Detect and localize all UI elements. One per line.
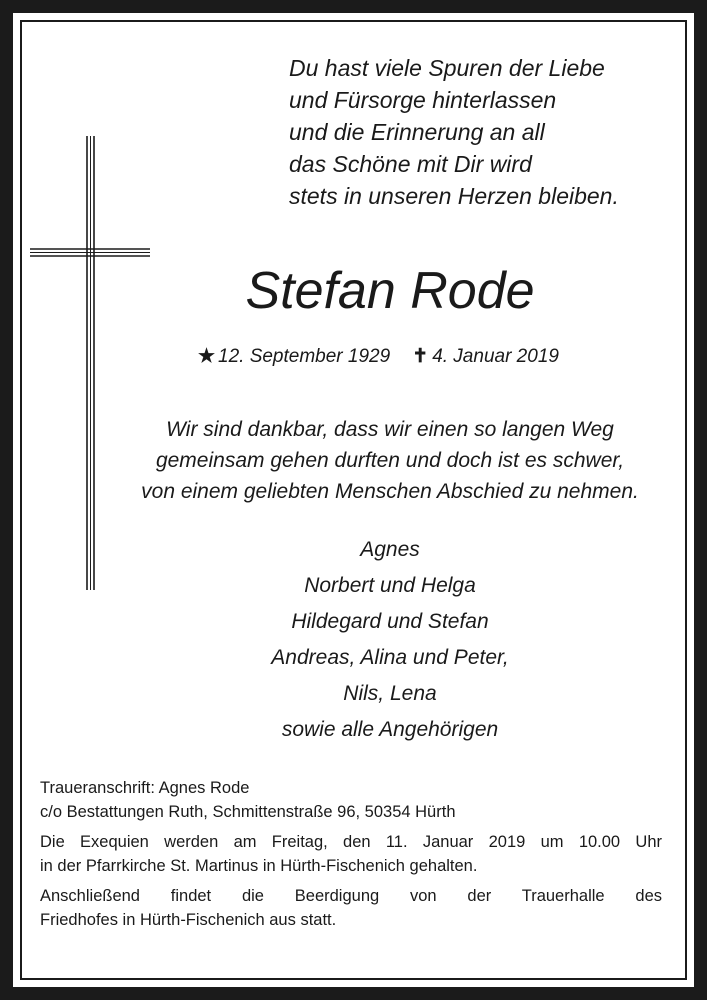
poem-line: und Fürsorge hinterlassen xyxy=(289,87,557,113)
poem-line: Du hast viele Spuren der Liebe xyxy=(289,55,605,81)
gratitude-line: von einem geliebten Menschen Abschied zu nehmen. xyxy=(141,480,639,503)
burial-notice xyxy=(40,884,662,932)
family-member: Agnes xyxy=(360,538,420,561)
poem-line: stets in unseren Herzen bleiben. xyxy=(289,183,619,209)
gratitude-line: gemeinsam gehen durften und doch ist es schwer, xyxy=(155,449,625,472)
burial-line: Anschließend findet die Beerdigung von der Trauerhalle des xyxy=(40,887,662,905)
double-line-cross-icon xyxy=(30,136,150,590)
star-icon: ★ xyxy=(198,346,216,367)
life-dates xyxy=(198,343,559,371)
death-date: 4. Januar 2019 xyxy=(432,346,559,367)
cross-icon: ✝ xyxy=(412,346,429,367)
mourning-address xyxy=(40,776,662,824)
memorial-poem xyxy=(289,52,669,212)
gratitude-text xyxy=(110,414,670,507)
address-line: c/o Bestattungen Ruth, Schmittenstraße 96, 50354 Hürth xyxy=(40,803,456,821)
family-member: Andreas, Alina und Peter, xyxy=(271,646,509,669)
address-line: Traueranschrift: Agnes Rode xyxy=(40,779,250,797)
exequies-line: in der Pfarrkirche St. Martinus in Hürth-Fischenich gehalten. xyxy=(40,857,478,875)
family-member: Nils, Lena xyxy=(343,682,437,705)
poem-line: und die Erinnerung an all xyxy=(289,119,545,145)
burial-line: Friedhofes in Hürth-Fischenich aus statt. xyxy=(40,911,337,929)
exequies-notice xyxy=(40,830,662,878)
family-member: sowie alle Angehörigen xyxy=(281,718,499,741)
gratitude-line: Wir sind dankbar, dass wir einen so langen Weg xyxy=(166,418,614,441)
deceased-name: Stefan Rode xyxy=(245,262,535,320)
funeral-info xyxy=(40,776,662,938)
exequies-line: Die Exequien werden am Freitag, den 11. Januar 2019 um 10.00 Uhr xyxy=(40,833,662,851)
family-member: Norbert und Helga xyxy=(304,574,476,597)
family-list xyxy=(200,532,580,748)
family-member: Hildegard und Stefan xyxy=(291,610,489,633)
poem-line: das Schöne mit Dir wird xyxy=(289,151,532,177)
birth-date: 12. September 1929 xyxy=(218,346,391,367)
